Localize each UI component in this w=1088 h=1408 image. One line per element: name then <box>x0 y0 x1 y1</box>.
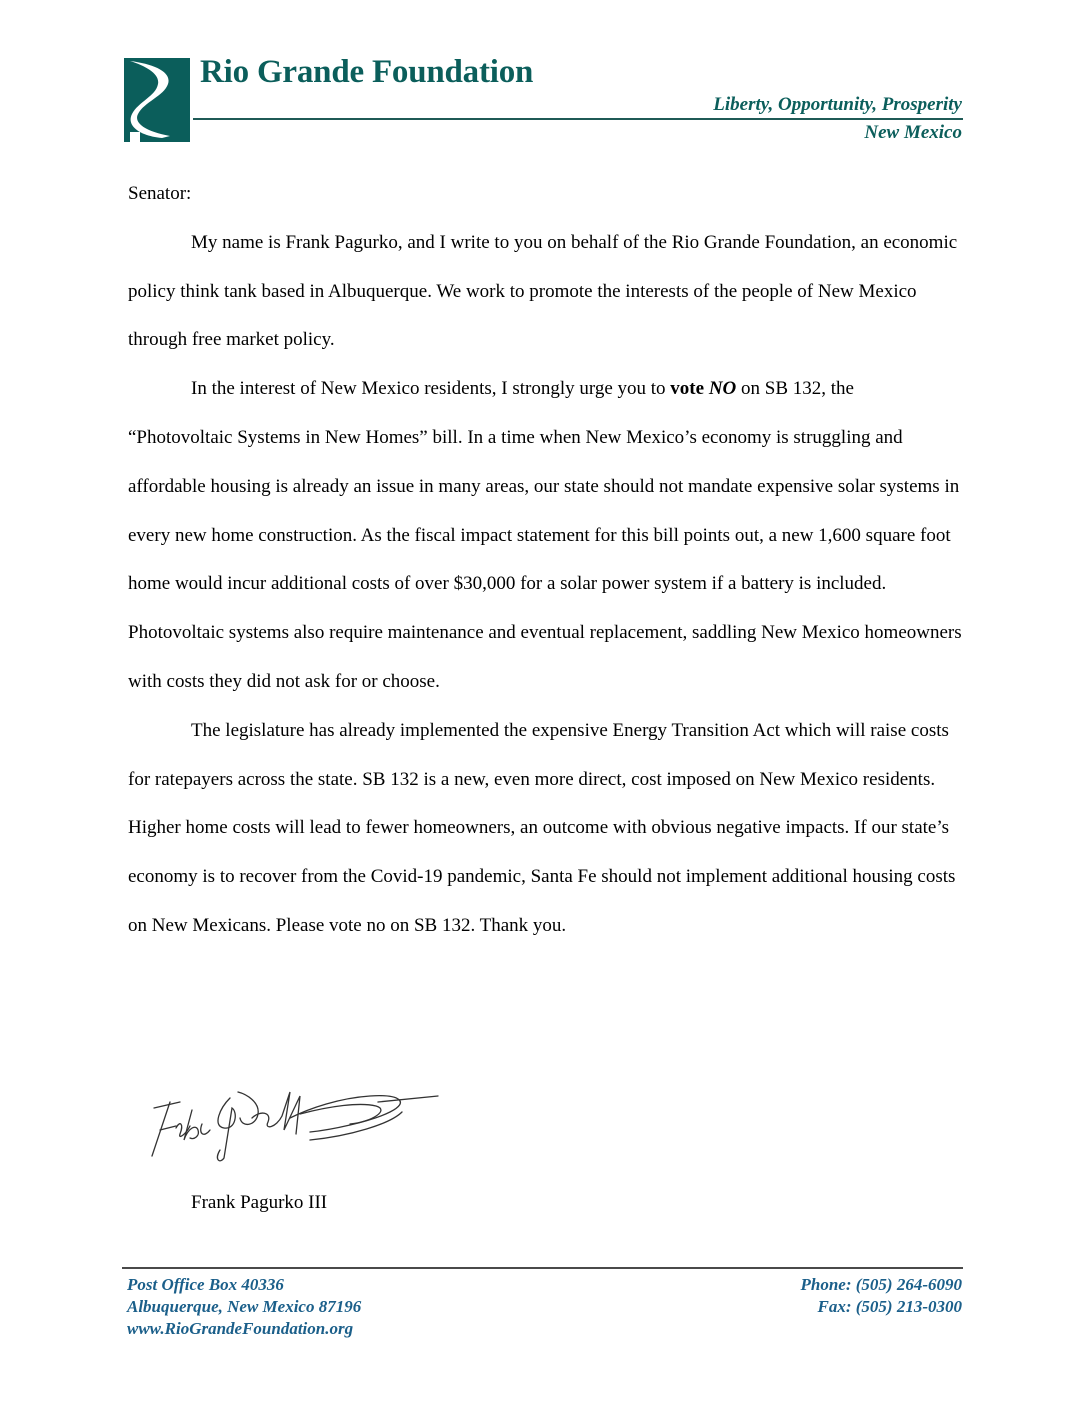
no-emphasis: NO <box>708 378 737 400</box>
footer-city: Albuquerque, New Mexico 87196 <box>127 1297 362 1316</box>
footer-address <box>127 1274 361 1340</box>
footer-phone: Phone: (505) 264-6090 <box>800 1275 962 1294</box>
paragraph-intro: My name is Frank Pagurko, and I write to you on behalf of the Rio Grande Foundation, an economic policy think tank based in Albuquerque. We work to promote the interests of the people of New Mexico through free market policy. <box>128 231 958 351</box>
handwritten-signature <box>140 1068 440 1168</box>
footer-divider <box>122 1267 963 1269</box>
paragraph-closing: The legislature has already implemented the expensive Energy Transition Act which will raise costs for ratepayers across the state. SB 132 is a new, even more direct, cost imposed on New Mexico residents. Higher home costs will lead to fewer homeowners, an outcome with obvious negative impacts. If our state’s economy is to recover from the Covid-19 pandemic, Santa Fe should not implement additional housing costs on New Mexicans. Please vote no on SB 132. Thank you. <box>128 719 956 936</box>
footer-contact <box>801 1274 962 1318</box>
tagline: Liberty, Opportunity, Prosperity <box>713 94 962 115</box>
state-label: New Mexico <box>864 122 962 143</box>
vote-emphasis: vote <box>670 378 705 400</box>
organization-name: Rio Grande Foundation <box>200 54 534 90</box>
paragraph-vote-no <box>128 365 963 707</box>
footer-po-box: Post Office Box 40336 <box>127 1275 284 1294</box>
salutation: Senator: <box>128 183 192 204</box>
paragraph-vote-no-lead: In the interest of New Mexico residents, I strongly urge you to <box>191 378 671 400</box>
header-divider <box>193 118 963 120</box>
paragraph-vote-no-rest: on SB 132, the “Photovoltaic Systems in New Homes” bill. In a time when New Mexico’s economy is struggling and affordable housing is already an issue in many areas, our state should not mandate expensive solar systems in every new home construction. As the fiscal impact statement for this bill points out, a new 1,600 square foot home would incur additional costs of over $30,000 for a solar power system if a battery is included. Photovoltaic systems also require maintenance and eventual replacement, saddling New Mexico homeowners with costs they did not ask for or choose. <box>128 378 962 692</box>
signer-name: Frank Pagurko III <box>191 1192 328 1213</box>
letter-body <box>128 170 963 951</box>
new-mexico-river-logo-icon <box>124 58 190 142</box>
footer-website-link[interactable]: www.RioGrandeFoundation.org <box>127 1319 354 1338</box>
footer-fax: Fax: (505) 213-0300 <box>817 1297 962 1316</box>
